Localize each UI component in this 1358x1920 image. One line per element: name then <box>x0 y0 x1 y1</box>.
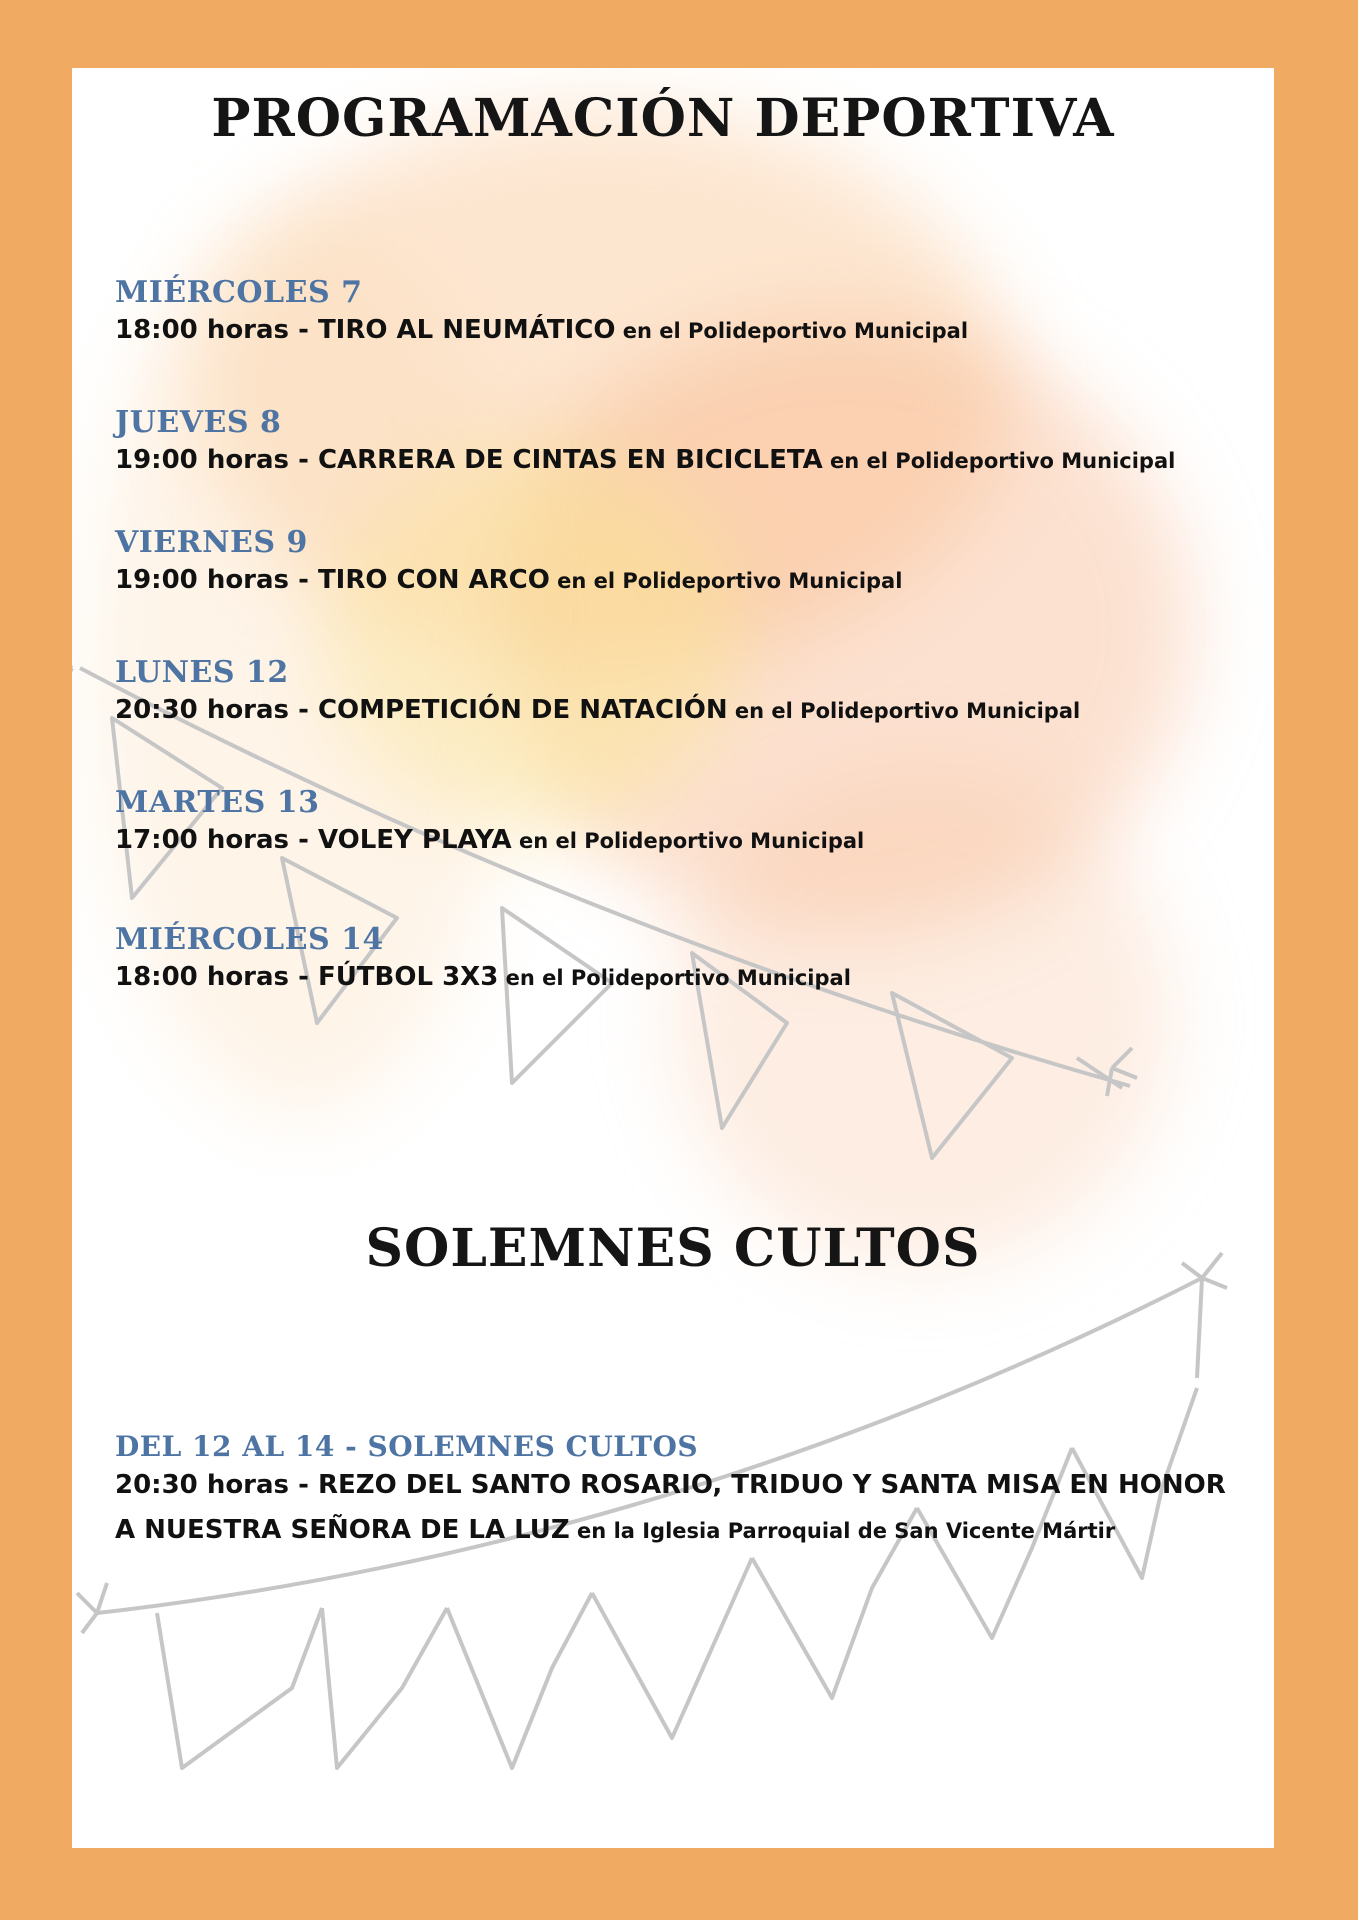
event-time: 19:00 horas <box>115 565 290 595</box>
event-separator: - <box>289 825 318 855</box>
cultos-time: 20:30 horas <box>115 1470 290 1500</box>
event-place: en el Polideportivo Municipal <box>727 699 1081 723</box>
cultos-day: DEL 12 AL 14 - SOLEMNES CULTOS <box>115 1430 699 1463</box>
event-place: en el Polideportivo Municipal <box>822 449 1176 473</box>
event-day: LUNES 12 <box>115 655 289 690</box>
event-separator: - <box>289 445 318 475</box>
event-day: JUEVES 8 <box>115 405 282 440</box>
event-place: en el Polideportivo Municipal <box>615 319 969 343</box>
event-description <box>115 690 1265 733</box>
event-block <box>115 923 1265 1000</box>
event-block <box>115 526 1265 603</box>
cultos-place: en la Iglesia Parroquial de San Vicente Mártir <box>569 1519 1116 1543</box>
event-activity: COMPETICIÓN DE NATACIÓN <box>317 695 728 725</box>
event-separator: - <box>289 695 318 725</box>
event-day: MIÉRCOLES 7 <box>115 275 363 310</box>
event-activity: CARRERA DE CINTAS EN BICICLETA <box>317 445 823 475</box>
event-time: 20:30 horas <box>115 695 290 725</box>
event-day: VIERNES 9 <box>115 525 308 560</box>
event-description <box>115 560 1265 603</box>
program-title: PROGRAMACIÓN DEPORTIVA <box>211 88 1115 149</box>
event-description <box>115 820 1265 863</box>
event-activity: TIRO CON ARCO <box>317 565 550 595</box>
event-description <box>115 310 1265 353</box>
event-separator: - <box>289 315 318 345</box>
cultos-title: SOLEMNES CULTOS <box>365 1218 981 1279</box>
event-block <box>115 786 1265 863</box>
event-activity: FÚTBOL 3X3 <box>317 962 499 992</box>
event-block <box>115 656 1265 733</box>
cultos-event-block <box>115 1430 1245 1554</box>
event-activity: VOLEY PLAYA <box>317 825 512 855</box>
event-place: en el Polideportivo Municipal <box>498 966 851 990</box>
event-time: 18:00 horas <box>115 315 290 345</box>
event-separator: - <box>289 565 318 595</box>
cultos-separator: - <box>289 1470 318 1500</box>
cultos-description <box>115 1464 1245 1554</box>
event-day: MARTES 13 <box>115 785 320 820</box>
event-block <box>115 406 1265 483</box>
event-place: en el Polideportivo Municipal <box>549 569 903 593</box>
event-time: 17:00 horas <box>115 825 290 855</box>
event-time: 19:00 horas <box>115 445 290 475</box>
event-activity: TIRO AL NEUMÁTICO <box>317 315 616 345</box>
event-block <box>115 276 1265 353</box>
event-description <box>115 957 1265 1000</box>
poster-sheet <box>72 68 1274 1848</box>
event-description <box>115 440 1265 483</box>
event-separator: - <box>289 962 318 992</box>
event-day: MIÉRCOLES 14 <box>115 922 384 957</box>
cultos-activity: REZO DEL SANTO ROSARIO, TRIDUO Y SANTA MISA EN HONOR A NUESTRA SEÑORA DE LA LUZ <box>115 1470 1226 1545</box>
event-time: 18:00 horas <box>115 962 290 992</box>
event-place: en el Polideportivo Municipal <box>511 829 865 853</box>
